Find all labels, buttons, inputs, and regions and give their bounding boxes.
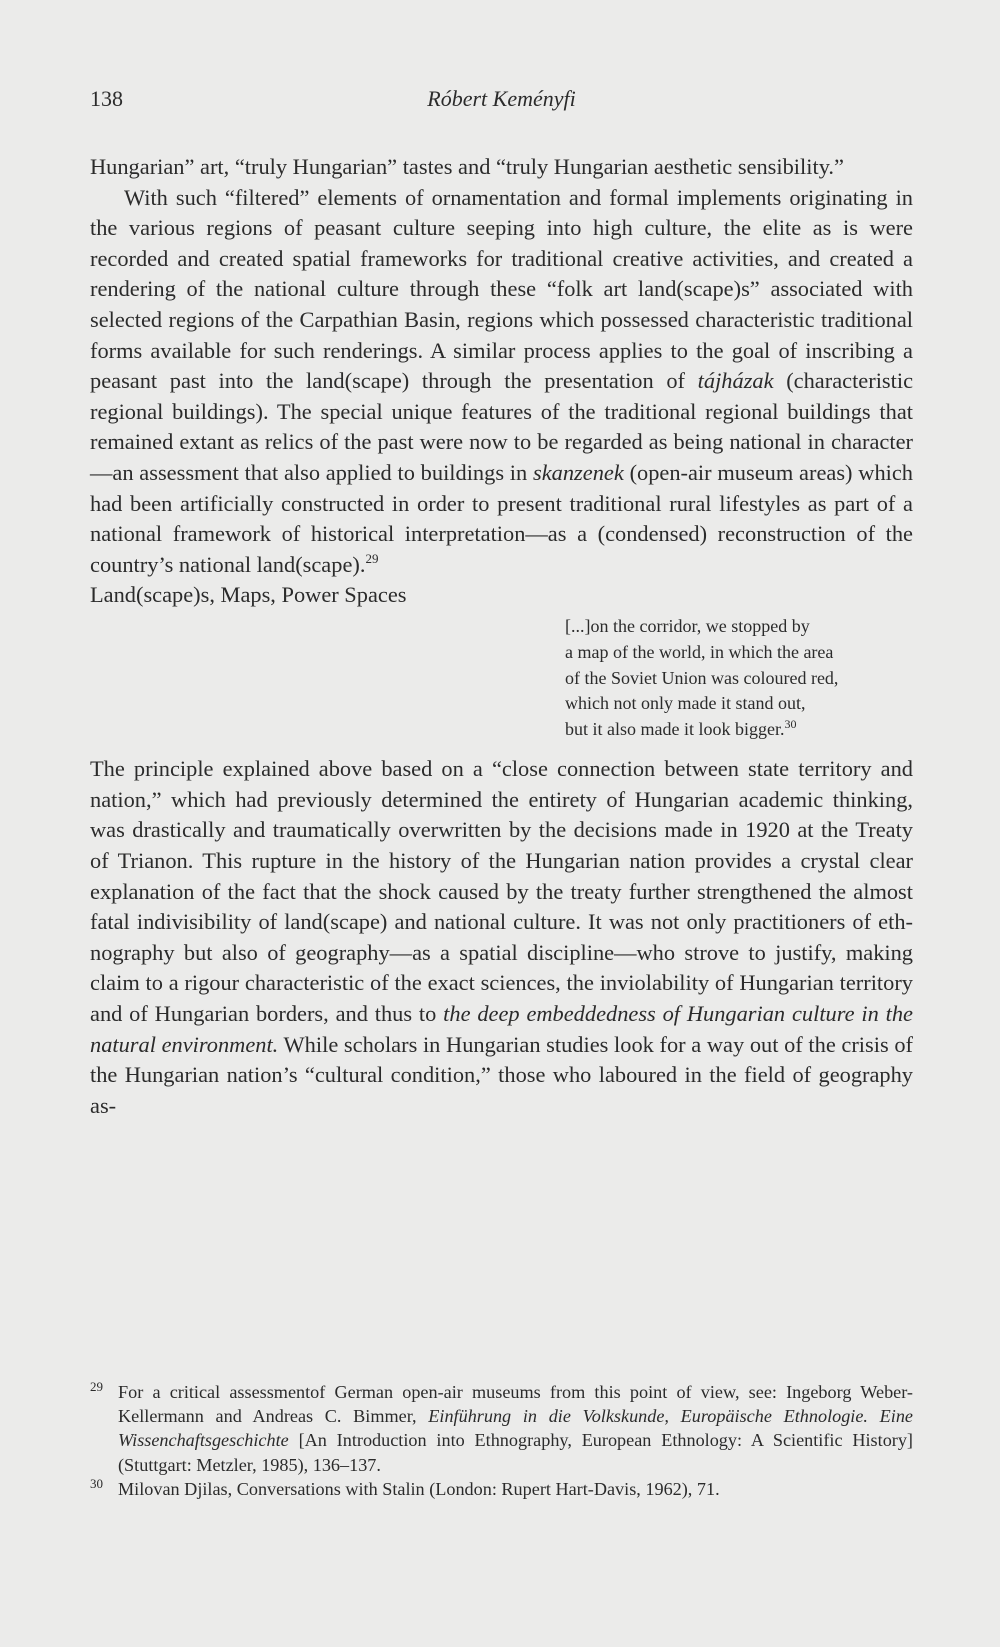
epigraph-line: but it also made it look bigger.$^{30}$	[565, 716, 797, 739]
foreign-term: skanzenek	[533, 459, 624, 485]
footnote-reference: 30	[784, 716, 797, 731]
page-header	[90, 86, 913, 116]
footnotes	[90, 1380, 913, 1501]
footnote-number: 30	[90, 1475, 103, 1491]
footnote-reference: 29	[365, 550, 379, 566]
running-title: Róbert Keményfi	[427, 86, 576, 111]
paragraph: The principle explained above based on a “close connection between state territory and nation,” which had previously determined the entirety of Hungarian academic thinking, was drastically and traumatically overwritten by the decisions made in 1920 at the Treaty of Trianon. This rupture in the history of the Hungarian nation provides a crystal clear explanation of the fact that the shock caused by the treaty further strengthened the almost fatal indivisibility of land(scape) and national culture. It was not only practitioners of ethnography but also of geography—as a spatial discipline—who strove to justify, making claim to a rigour characteristic of the exact sciences, the inviolability of Hungarian territory and of Hungarian borders, and thus to the deep embeddedness of Hungarian culture in the natural environment. While scholars in Hungarian studies look for a way out of the crisis of the Hungarian nation’s “cultural condition,” those who laboured in the field of geography as-	[90, 756, 913, 1118]
book-title: Einführung in die Volkskunde, Europäische Ethnologie. Eine Wissenchaftsgeschichte	[118, 1406, 914, 1451]
page-number: 138	[90, 86, 123, 111]
footnote: 29 For a critical assessmentof German open-air museums from this point of view, see: Ingeborg Weber-Kellermann and Andreas C. Bimmer, Einführung in die Volkskunde, Europäische Ethnologie. Eine Wissenchaftsgeschichte [An Introduction into Ethnography, European Ethnology: A Scientific History] (Stuttgart: Metzler, 1985), 136–137.	[90, 1380, 913, 1477]
epigraph-line: [...]on the corridor, we stopped by	[565, 616, 810, 637]
emphasis: the deep embeddedness of Hungarian culture in the natural environment.	[90, 1001, 913, 1057]
paragraph: With such “filtered” elements of ornamentation and formal implements originating in the various regions of peasant culture seeping into high culture, the elite as is were recorded and created spatial frameworks for traditional creative activities, and created a rendering of the national culture through these “folk art land(scape)s” associated with selected regions of the Carpathian Basin, regions which possessed characteristic traditional forms available for such renderings. A similar process applies to the goal of inscribing a peasant past into the land(scape) through the presentation of tájházak (characteristic regional buildings). The special unique features of the traditional regional buildings that remained extant as relics of the past were now to be regarded as being national in character—an assessment that also applied to buildings in skanzenek (open-air museum areas) which had been artificially constructed in order to present traditional rural lifestyles as part of a national framework of historical interpretation—as a (condensed) reconstruction of the country’s national land(scape).$^{29}$	[90, 184, 914, 577]
body-text	[90, 152, 913, 1121]
epigraph-line: which not only made it stand out,	[565, 693, 806, 714]
epigraph-quote	[565, 614, 913, 742]
foreign-term: tájházak	[697, 368, 774, 394]
epigraph-line: of the Soviet Union was coloured red,	[565, 667, 839, 688]
paragraph-continuation: Hungarian” art, “truly Hungarian” tastes and “truly Hungarian aesthetic sensibility.”	[90, 154, 844, 179]
section-heading: Land(scape)s, Maps, Power Spaces	[90, 582, 407, 608]
footnote: 30 Milovan Djilas, Conversations with Stalin (London: Rupert Hart-Davis, 1962), 71.	[90, 1477, 913, 1501]
epigraph-line: a map of the world, in which the area	[565, 641, 834, 662]
footnote-number: 29	[90, 1379, 103, 1394]
